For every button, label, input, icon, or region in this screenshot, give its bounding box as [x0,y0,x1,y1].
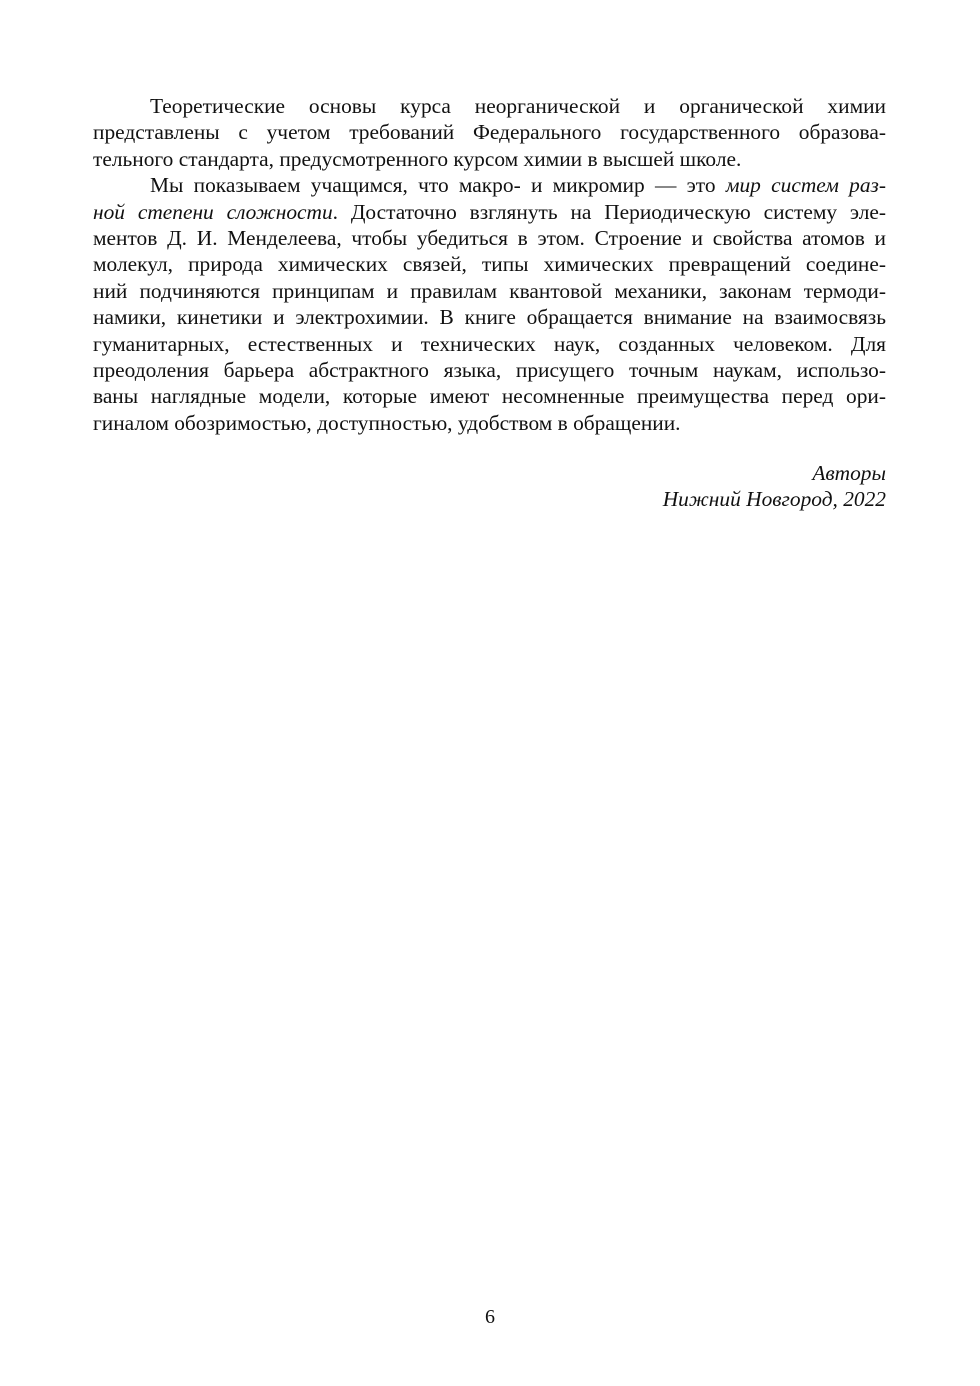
signature-place-year: Нижний Новгород, 2022 [662,487,886,512]
paragraph-1-line-2: представлены с учетом требований Федерального государственного образова- [93,120,886,145]
paragraph-1-line-1: Теоретические основы курса неорганической и органической химии [150,94,886,118]
paragraph-2-line-5: ний подчиняются принципам и правилам квантовой механики, законам термоди- [93,278,886,303]
paragraph-2-line-4: молекул, природа химических связей, типы химических превращений соедине- [93,252,886,277]
paragraph-2-line-2 [93,199,886,225]
emphasis-text: мир систем раз- [725,173,886,198]
paragraph-2 [93,172,886,436]
paragraph-2-line-10: гиналом обозримостью, доступностью, удобством в обращении. [93,410,681,435]
paragraph-2-line-1 [93,172,886,198]
paragraph-2-line-1-text: Мы показываем учащимся, что макро- и микромир — это [150,173,726,198]
body-text [93,93,886,436]
signature-authors: Авторы [812,461,886,485]
paragraph-2-line-2-text: . Достаточно взглянуть на Периодическую систему эле- [332,199,886,224]
paragraph-1-line-3: тельного стандарта, предусмотренного курсом химии в высшей школе. [93,146,742,171]
paragraph-2-line-8: преодоления барьера абстрактного языка, присущего точным наукам, использо- [93,357,886,382]
paragraph-2-line-3: ментов Д. И. Менделеева, чтобы убедиться в этом. Строение и свойства атомов и [93,225,886,250]
emphasis-text-continued: ной степени сложности [93,199,333,224]
paragraph-2-line-9: ваны наглядные модели, которые имеют несомненные преимущества перед ори- [93,384,886,409]
paragraph-1 [93,93,886,172]
signature-block [663,460,886,513]
paragraph-2-line-7: гуманитарных, естественных и технических наук, созданных человеком. Для [93,331,886,356]
paragraph-2-line-6: намики, кинетики и электрохимии. В книге обращается внимание на взаимосвязь [93,305,886,330]
page-number: 6 [485,1306,495,1328]
